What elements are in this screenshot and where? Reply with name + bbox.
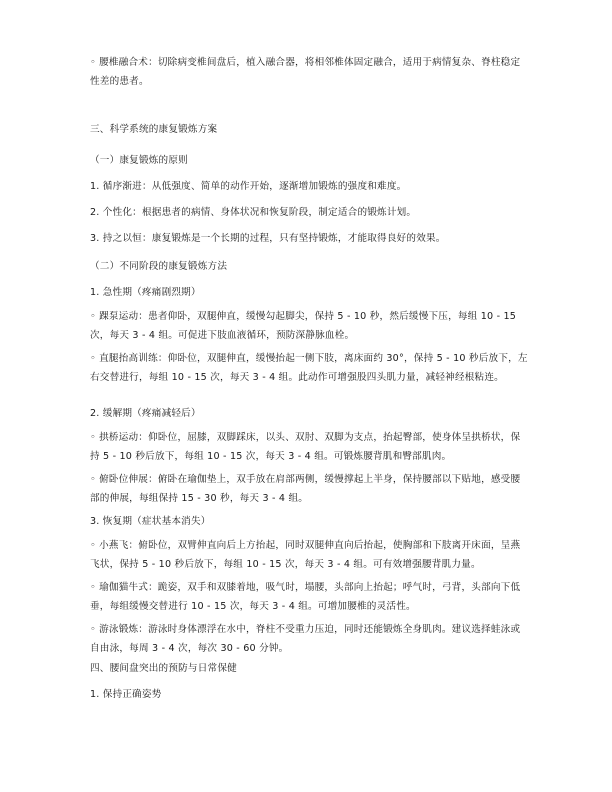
exercise-cat-cow: ◦ 瑜伽猫牛式：跪姿，双手和双膝着地，吸气时，塌腰，头部向上抬起；呼气时，弓背，头部向下低垂，每组缓慢交替进行 10 - 15 次，每天 3 - 4 组。可增加腰椎的灵活性。	[90, 582, 521, 612]
exercise-ankle-pump: ◦ 踝泵运动：患者仰卧，双腿伸直，缓慢勾起脚尖，保持 5 - 10 秒，然后缓慢下压，每组 10 - 15 次，每天 3 - 4 组。可促进下肢血液循环，预防深静脉血栓。	[90, 311, 517, 341]
subheading-principles: （一）康复锻炼的原则	[90, 155, 188, 166]
exercise-swimming: ◦ 游泳锻炼：游泳时身体漂浮在水中，脊柱不受重力压迫，同时还能锻炼全身肌肉。建议选择蛙泳或自由泳，每周 3 - 4 次，每次 30 - 60 分钟。	[90, 624, 521, 654]
section-heading-prevention: 四、腰间盘突出的预防与日常保健	[90, 663, 237, 674]
principle-gradual: 1. 循序渐进：从低强度、简单的动作开始，逐渐增加锻炼的强度和难度。	[90, 181, 407, 192]
exercise-bridge: ◦ 拱桥运动：仰卧位，屈膝，双脚踩床，以头、双肘、双脚为支点，抬起臀部，使身体呈拱桥状，保持 5 - 10 秒后放下，每组 10 - 15 次，每天 3 - 4 组。可锻炼腰背肌和臀部肌肉。	[90, 432, 521, 462]
item-correct-posture: 1. 保持正确姿势	[90, 689, 162, 700]
exercise-straight-leg-raise: ◦ 直腿抬高训练：仰卧位，双腿伸直，缓慢抬起一侧下肢，离床面约 30°，保持 5 - 10 秒后放下，左右交替进行，每组 10 - 15 次，每天 3 - 4 组。此动作可增强股四头肌力量，减轻神经根粘连。	[90, 353, 528, 383]
subheading-methods: （二）不同阶段的康复锻炼方法	[90, 261, 228, 272]
exercise-swallow-flight: ◦ 小燕飞：俯卧位，双臂伸直向后上方抬起，同时双腿伸直向后抬起，使胸部和下肢离开床面，呈燕飞状，保持 5 - 10 秒后放下，每组 10 - 15 次，每天 3 - 4 组。可有效增强腰背肌力量。	[90, 540, 521, 570]
paragraph-spinal-fusion: ◦ 腰椎融合术：切除病变椎间盘后，植入融合器，将相邻椎体固定融合，适用于病情复杂、脊柱稳定性差的患者。	[90, 57, 521, 87]
stage-remission-heading: 2. 缓解期（疼痛减轻后）	[90, 408, 201, 419]
principle-persistence: 3. 持之以恒：康复锻炼是一个长期的过程，只有坚持锻炼，才能取得良好的效果。	[90, 233, 446, 244]
stage-recovery-heading: 3. 恢复期（症状基本消失）	[90, 516, 211, 527]
exercise-prone-extension: ◦ 俯卧位伸展：俯卧在瑜伽垫上，双手放在肩部两侧，缓慢撑起上半身，保持腰部以下贴地，感受腰部的伸展，每组保持 15 - 30 秒，每天 3 - 4 组。	[90, 474, 521, 504]
section-heading-rehab-plan: 三、科学系统的康复锻炼方案	[90, 124, 218, 135]
stage-acute-heading: 1. 急性期（疼痛剧烈期）	[90, 287, 201, 298]
principle-personalized: 2. 个性化：根据患者的病情、身体状况和恢复阶段，制定适合的锻炼计划。	[90, 207, 417, 218]
